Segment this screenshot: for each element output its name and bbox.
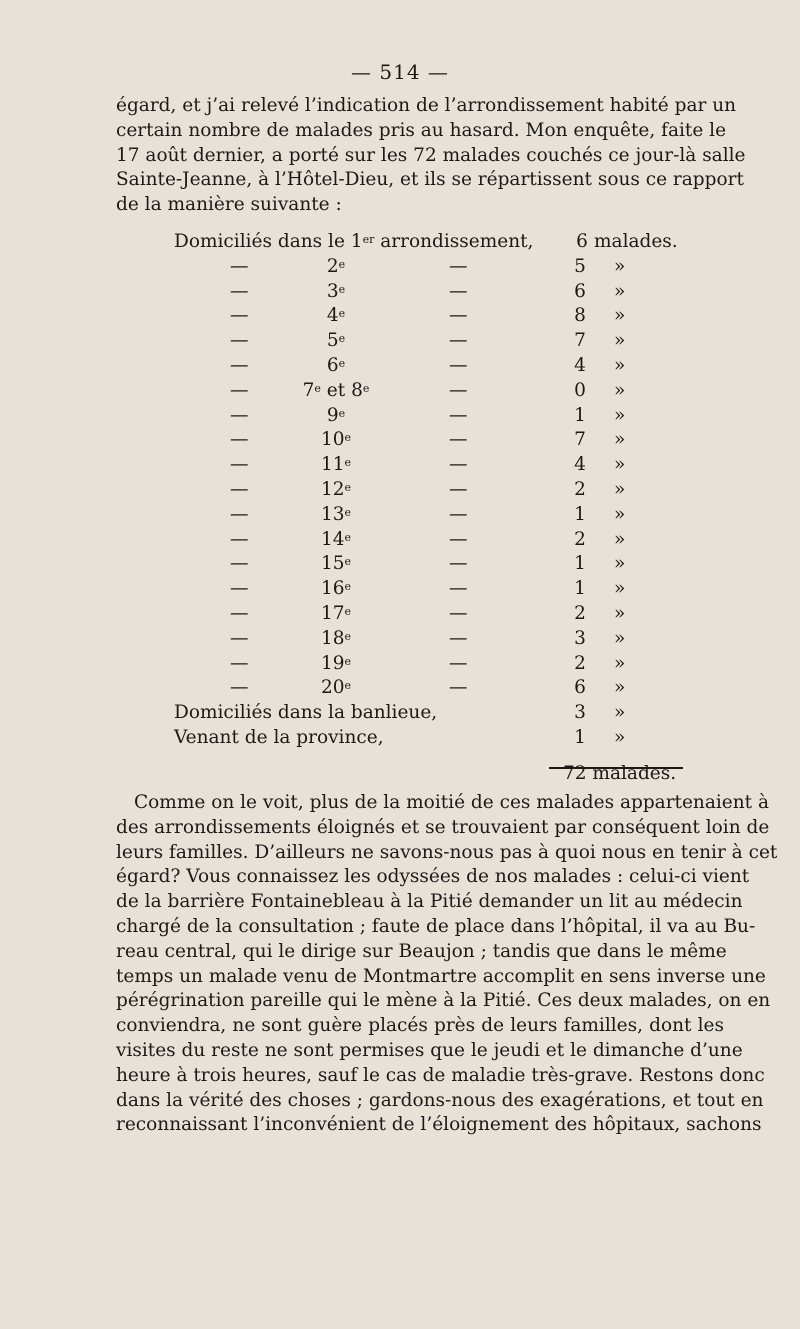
table-row: [174, 428, 694, 453]
table-row: [174, 652, 694, 677]
row-count: 2: [574, 528, 586, 550]
text-line: égard, et j’ai relevé l’indication de l’arrondissement habité par un: [116, 95, 737, 116]
table-row: [174, 280, 694, 305]
ditto-dash: —: [230, 280, 249, 302]
ditto-mark: »: [614, 677, 626, 699]
table-row: [174, 379, 694, 404]
text-line: leurs familles. D’ailleurs ne savons-nous pas à quoi nous en tenir à cet: [116, 841, 778, 863]
ditto-mark: »: [614, 330, 626, 352]
row-count: 7: [574, 330, 586, 352]
arrondissement-ordinal: 12e: [320, 478, 352, 500]
text-line: reau central, qui le dirige sur Beaujon ; tandis que dans le même: [116, 940, 727, 962]
body-paragraph: [116, 791, 778, 1138]
ditto-dash: —: [449, 503, 468, 525]
arrondissement-ordinal: 7e et 8e: [302, 379, 370, 401]
text-line: heure à trois heures, sauf le cas de maladie très-grave. Restons donc: [116, 1064, 765, 1086]
table-row: [174, 329, 694, 354]
text-line: pérégrination pareille qui le mène à la Pitié. Ces deux malades, on en: [116, 990, 771, 1012]
ditto-dash: —: [230, 354, 249, 376]
arrondissement-ordinal: 19e: [320, 652, 352, 674]
arrondissement-ordinal: 13e: [320, 503, 352, 525]
arrondissement-ordinal: 4e: [326, 305, 346, 327]
ditto-mark: »: [614, 528, 626, 550]
ditto-dash: —: [449, 602, 468, 624]
text-line: certain nombre de malades pris au hasard. Mon enquête, faite le: [116, 119, 727, 141]
table-row: [174, 404, 694, 429]
ditto-dash: —: [230, 454, 249, 476]
ditto-mark: »: [614, 726, 626, 748]
table-row: [174, 602, 694, 627]
arrondissement-ordinal: 20e: [320, 677, 352, 699]
ditto-dash: —: [449, 652, 468, 674]
arrondissement-ordinal: 6e: [326, 354, 346, 376]
ditto-mark: »: [614, 404, 626, 426]
ditto-mark: »: [614, 255, 626, 277]
ditto-mark: »: [614, 379, 626, 401]
text-line: reconnaissant l’inconvénient de l’éloignement des hôpitaux, sachons: [116, 1114, 762, 1136]
arrondissement-ordinal: 16e: [320, 578, 352, 600]
table-row: [174, 230, 694, 255]
ditto-dash: —: [230, 330, 249, 352]
ditto-dash: —: [449, 677, 468, 699]
ditto-mark: »: [614, 280, 626, 302]
row-count: 3: [574, 627, 586, 649]
table-row: [174, 676, 694, 701]
ditto-dash: —: [230, 255, 249, 277]
ditto-dash: —: [230, 404, 249, 426]
row-count: 1: [574, 726, 586, 748]
arrondissement-ordinal: 14e: [320, 528, 352, 550]
table-row-province: [174, 726, 694, 751]
row-label: Domiciliés dans le 1er arrondissement,: [174, 231, 534, 252]
ditto-dash: —: [230, 379, 249, 401]
ditto-mark: »: [614, 354, 626, 376]
ditto-dash: —: [230, 553, 249, 575]
ditto-dash: —: [449, 578, 468, 600]
arrondissement-ordinal: 2e: [326, 255, 346, 277]
text-line: visites du reste ne sont permises que le jeudi et le dimanche d’une: [116, 1039, 743, 1061]
ditto-dash: —: [449, 478, 468, 500]
arrondissement-ordinal: 15e: [320, 553, 352, 575]
row-count: 1: [574, 503, 586, 525]
ditto-mark: »: [614, 503, 626, 525]
ditto-dash: —: [230, 528, 249, 550]
ditto-dash: —: [230, 677, 249, 699]
ditto-dash: —: [449, 627, 468, 649]
text-line: égard? Vous connaissez les odyssées de nos malades : celui-ci vient: [116, 866, 750, 888]
ditto-dash: —: [449, 454, 468, 476]
text-line: temps un malade venu de Montmartre accomplit en sens inverse une: [116, 965, 766, 987]
ditto-dash: —: [449, 379, 468, 401]
row-count: 1: [574, 553, 586, 575]
table-row: [174, 528, 694, 553]
table-row: [174, 478, 694, 503]
ditto-dash: —: [449, 330, 468, 352]
row-count: 8: [574, 305, 586, 327]
table-row-banlieue: [174, 701, 694, 726]
row-count: 4: [574, 454, 586, 476]
arrondissement-ordinal: 5e: [326, 330, 346, 352]
ditto-mark: »: [614, 578, 626, 600]
row-count: 2: [574, 478, 586, 500]
ditto-mark: »: [614, 478, 626, 500]
ditto-dash: —: [449, 404, 468, 426]
row-count: 7: [574, 429, 586, 451]
arrondissement-ordinal: 9e: [326, 404, 346, 426]
arrondissement-ordinal: 3e: [326, 280, 346, 302]
ditto-dash: —: [230, 478, 249, 500]
row-count: 6: [574, 677, 586, 699]
row-count: 2: [574, 652, 586, 674]
table-row: [174, 577, 694, 602]
ditto-dash: —: [230, 578, 249, 600]
text-line: Comme on le voit, plus de la moitié de ces malades appartenaient à: [134, 792, 769, 813]
table-row: [174, 354, 694, 379]
ditto-dash: —: [230, 503, 249, 525]
ditto-mark: »: [614, 702, 626, 724]
text-line: Sainte-Jeanne, à l’Hôtel-Dieu, et ils se répartissent sous ce rapport: [116, 169, 744, 191]
ditto-mark: »: [614, 553, 626, 575]
ditto-dash: —: [230, 627, 249, 649]
intro-paragraph: [116, 94, 746, 218]
arrondissement-ordinal: 10e: [320, 429, 352, 451]
ditto-mark: »: [614, 429, 626, 451]
ditto-dash: —: [449, 305, 468, 327]
ditto-mark: »: [614, 652, 626, 674]
arrondissement-ordinal: 18e: [320, 627, 352, 649]
table-row: [174, 453, 694, 478]
row-label: Venant de la province,: [174, 726, 384, 748]
ditto-mark: »: [614, 602, 626, 624]
ditto-mark: »: [614, 454, 626, 476]
row-count: 6: [576, 231, 588, 252]
ditto-dash: —: [230, 652, 249, 674]
text-line: conviendra, ne sont guère placés près de leurs familles, dont les: [116, 1015, 724, 1037]
ditto-dash: —: [230, 429, 249, 451]
ditto-dash: —: [449, 429, 468, 451]
ditto-dash: —: [449, 280, 468, 302]
table-row: [174, 304, 694, 329]
ditto-mark: »: [614, 627, 626, 649]
row-count: 0: [574, 379, 586, 401]
text-line: de la barrière Fontainebleau à la Pitié demander un lit au médecin: [116, 891, 743, 913]
row-count: 5: [574, 255, 586, 277]
total-count: 72 malades.: [563, 763, 677, 784]
table-row: [174, 627, 694, 652]
ditto-dash: —: [449, 255, 468, 277]
text-line: des arrondissements éloignés et se trouvaient par conséquent loin de: [116, 816, 770, 838]
arrondissement-ordinal: 17e: [320, 602, 352, 624]
page-number: — 514 —: [351, 60, 449, 84]
arrondissement-table: [174, 230, 694, 751]
row-count: 1: [574, 404, 586, 426]
row-count: 1: [574, 578, 586, 600]
arrondissement-ordinal: 11e: [320, 454, 352, 476]
ditto-dash: —: [449, 528, 468, 550]
ditto-dash: —: [230, 602, 249, 624]
row-unit: malades.: [594, 231, 678, 252]
ditto-mark: »: [614, 305, 626, 327]
ditto-dash: —: [449, 553, 468, 575]
table-row: [174, 552, 694, 577]
row-count: 2: [574, 602, 586, 624]
row-label: Domiciliés dans la banlieue,: [174, 702, 438, 724]
row-count: 4: [574, 354, 586, 376]
text-line: de la manière suivante :: [116, 194, 342, 216]
ditto-dash: —: [449, 354, 468, 376]
table-row: [174, 255, 694, 280]
row-count: 3: [574, 702, 586, 724]
row-count: 6: [574, 280, 586, 302]
ditto-dash: —: [230, 305, 249, 327]
text-line: 17 août dernier, a porté sur les 72 malades couchés ce jour-là salle: [116, 144, 746, 166]
text-line: dans la vérité des choses ; gardons-nous des exagérations, et tout en: [116, 1089, 764, 1111]
table-row: [174, 503, 694, 528]
text-line: chargé de la consultation ; faute de place dans l’hôpital, il va au Bu-: [116, 915, 756, 937]
